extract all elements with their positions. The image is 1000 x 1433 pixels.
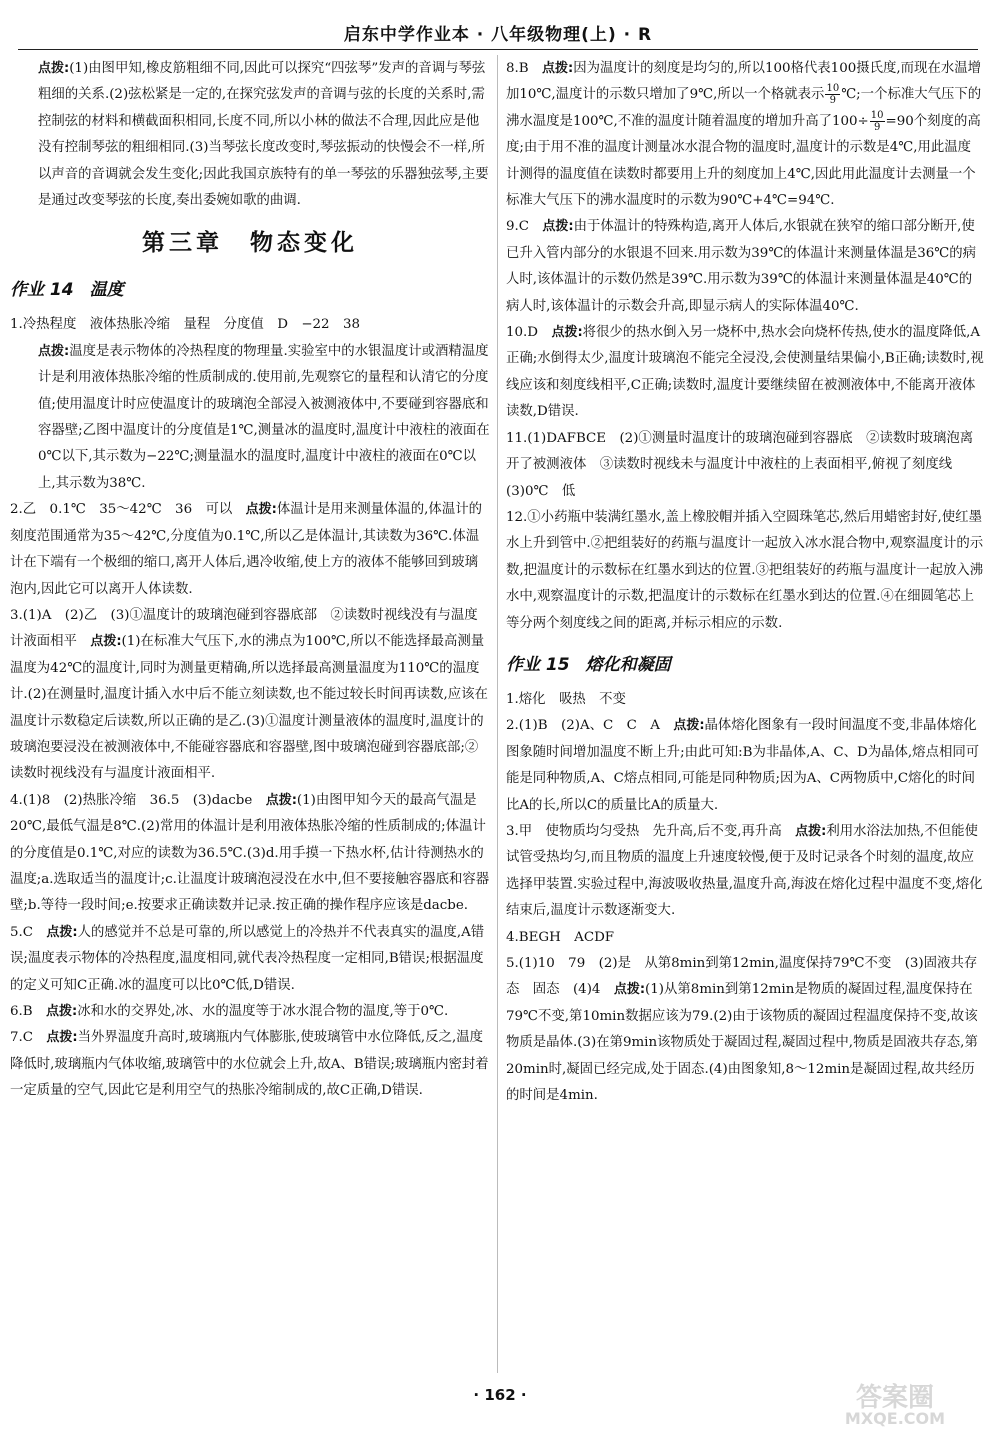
tip-label: 点拨: — [613, 982, 646, 998]
answer-item — [506, 951, 984, 1109]
answer-item — [506, 819, 984, 925]
answer-line: 3.甲 使物质均匀受热 先升高,后不变,再升高 — [506, 823, 796, 839]
answer-item — [506, 505, 984, 637]
tip-text: 冰和水的交界处,冰、水的温度等于冰水混合物的温度,等于0℃. — [77, 1004, 449, 1019]
tip-text: (1)在标准大气压下,水的沸点为100℃,所以不能选择最高测量温度为42℃的温度计,同时为测量更精确,所以选择最高测量温度为110℃的温度计.(2)在测量时,温度计插入水中后不能立刻读数,也不能过较长时间再读数,应该在温度计示数稳定后读数,所以正确的是乙.(3)①温度计测量液体的温度时,温度计的玻璃泡要浸没在被测液体中,不能碰容器底和容器壁,图中玻璃泡碰到容器底部;②读数时视线没有与温度计液面相平. — [10, 634, 488, 782]
tip-text: (1)从第8min到第12min是物质的凝固过程,温度保持在79℃不变,第10min数据应该为79.(2)由于该物质的凝固过程温度保持不变,故该物质是晶体.(3)在第9min该物质处于凝固过程,凝固过程中,物质是固液共存态,第20min时,凝固已经完成,处于固态.(4)由图象知,8～12min是凝固过程,故共经历的时间是4min. — [506, 982, 978, 1104]
tip-text: 将很少的热水倒入另一烧杯中,热水会向烧杯传热,使水的温度降低,A正确;水倒得太少,温度计玻璃泡不能完全浸没,会使测量结果偏小,B正确;读数时,视线应该和刻度线相平,C正确;读数时,温度计要继续留在被测液体中,不能离开液体读数,D错误. — [506, 325, 984, 420]
left-column — [10, 56, 490, 1105]
answer-item — [506, 687, 984, 713]
header-title: 启东中学作业本 · 八年级物理(上) · R — [343, 25, 653, 45]
tip-label: 点拨: — [245, 502, 277, 518]
tip-label: 点拨: — [542, 61, 574, 76]
tip-label: 点拨: — [90, 634, 122, 650]
answer-line: 6.B — [10, 1004, 47, 1019]
page-number: · 162 · — [473, 1386, 527, 1404]
tip-text: (1)由图甲知,橡皮筋粗细不同,因此可以探究“四弦琴”发声的音调与琴弦粗细的关系.(2)弦松紧是一定的,在探究弦发声的音调与弦的长度的关系时,需控制弦的材料和横截面积相同,长度不同,所以小林的做法不合理,因此应是他没有控制琴弦的粗细相同.(3)当琴弦长度改变时,琴弦振动的快慢会不一样,所以声音的音调就会发生变化;因此我国京族特有的单一琴弦的乐器独弦琴,主要是通过改变琴弦的长度,奏出委婉如歌的曲调. — [38, 61, 489, 209]
tip-label: 点拨: — [551, 325, 583, 341]
tip-label: 点拨: — [673, 718, 705, 734]
tip-label: 点拨: — [795, 823, 827, 839]
tip-text: 温度是表示物体的冷热程度的物理量.实验室中的水银温度计或酒精温度计是利用液体热胀冷缩的性质制成的.使用前,先观察它的量程和认清它的分度值;使用温度计时应使温度计的玻璃泡全部浸入被测液体中,不要碰到容器底和容器壁;乙图中温度计的分度值是1℃,测量冰的温度时,温度计中液柱的液面在0℃以下,其示数为−22℃;测量温水的温度时,温度计中液柱的液面在0℃以上,其示数为38℃. — [38, 343, 490, 491]
answer-line: 3.(1)A (2)乙 (3)①温度计的玻璃泡碰到容器底部 ②读数时视线没有与温度计液面相平 — [10, 607, 478, 650]
chapter-title: 第三章 物态变化 — [142, 230, 358, 257]
homework-title: 温度 — [89, 280, 124, 301]
answer-line: 1.冷热程度 液体热胀冷缩 量程 分度值 D −22 38 — [10, 317, 361, 333]
answer-line: 2.(1)B (2)A、C C A — [506, 718, 674, 734]
answer-line: 12.①小药瓶中装满红墨水,盖上橡胶帽并插入空圆珠笔芯,然后用蜡密封好,使红墨水上升到管中.②把组装好的药瓶与温度计一起放入冰水混合物中,观察温度计的示数,把温度计的示数标在红墨水到达的位置.③把组装好的药瓶与温度计一起放入沸水中,观察温度计的示数,把温度计的示数标在红墨水到达的位置.④在细圆笔芯上等分两个刻度线之间的距离,并标示相应的示数. — [506, 509, 984, 631]
answer-item — [10, 999, 490, 1025]
answer-line: 4.(1)8 (2)热胀冷缩 36.5 (3)dacbe — [10, 792, 266, 808]
tip-label: 点拨: — [38, 343, 70, 359]
right-column — [506, 56, 984, 1109]
tip-text: 晶体熔化图象有一段时间温度不变,非晶体熔化图象随时间增加温度不断上升;由此可知:B为非晶体,A、C、D为晶体,熔点相同可能是同种物质,A、C熔点相同,可能是同种物质;因为A、C两物质中,C熔化的时间比A的长,所以C的质量比A的质量大. — [506, 718, 980, 813]
tip-text: 因为温度计的刻度是均匀的,所以100格代表100摄氏度,而现在水温增加10℃,温度计的示数只增加了9℃,所以一个格就表示 — [506, 61, 982, 103]
answer-line: 11.(1)DAFBCE (2)①测量时温度计的玻璃泡碰到容器底 ②读数时玻璃泡离开了被测液体 ③读数时视线未与温度计中液柱的上表面相平,俯视了刻度线 (3)0℃ 低 — [506, 430, 974, 499]
watermark-url: MXQE.COM — [844, 1409, 946, 1428]
homework-14-heading — [10, 276, 490, 304]
homework-label: 作业 15 — [506, 654, 570, 675]
answer-line: 2.乙 0.1℃ 35～42℃ 36 可以 — [10, 502, 246, 518]
answer-item — [10, 920, 490, 999]
answer-line: 7.C — [10, 1030, 47, 1046]
tip-text: 利用水浴法加热,不但能使试管受热均匀,而且物质的温度上升速度较慢,便于及时记录各个时刻的温度,故应选择甲装置.实验过程中,海波吸收热量,温度升高,海波在熔化过程中温度不变,熔化结束后,温度计示数逐渐变大. — [506, 823, 983, 919]
tip-text: ℃;一个标准大气压下的沸水温度是100℃,不准的温度计随着温度的增加升高了100÷ — [506, 87, 982, 129]
tip-block — [10, 339, 490, 497]
column-divider — [497, 55, 498, 1373]
fraction-denominator: 9 — [873, 121, 881, 133]
answer-item — [10, 312, 490, 497]
answer-item — [10, 788, 490, 920]
homework-title: 熔化和凝固 — [585, 654, 671, 675]
answer-item — [506, 56, 984, 214]
fraction-numerator: 10 — [826, 83, 840, 95]
page-header — [18, 20, 978, 50]
answer-line: 5.C — [10, 924, 47, 940]
continued-answer — [10, 56, 490, 214]
answer-line: 4.BEGH ACDF — [506, 929, 615, 945]
answer-item — [506, 214, 984, 320]
tip-label: 点拨: — [46, 924, 78, 940]
answer-item — [10, 603, 490, 788]
watermark-logo — [800, 1378, 990, 1428]
watermark-text: 答案圈 — [855, 1383, 935, 1413]
answer-item — [10, 1025, 490, 1104]
answer-line: 10.D — [506, 325, 552, 341]
answer-line: 5.(1)10 79 (2)是 从第8min到第12min,温度保持79℃不变 (3)固液共存态 固态 (4)4 — [506, 956, 978, 998]
tip-text: (1)由图甲知今天的最高气温是20℃,最低气温是8℃.(2)常用的体温计是利用液体热胀冷缩的性质制成的;体温计的分度值是0.1℃,对应的读数为36.5℃.(3)d.用手摸一下热水杯,估计待测热水的温度;a.选取适当的温度计;c.让温度计玻璃泡浸没在水中,但不要接触容器底和容器壁;b.等待一段时间;e.按要求正确读数并记录.按正确的操作程序应该是dacbe. — [10, 792, 490, 914]
homework-15-heading — [506, 651, 984, 679]
tip-label: 点拨: — [46, 1030, 78, 1046]
answer-line: 8.B — [506, 61, 543, 76]
tip-label: 点拨: — [46, 1004, 78, 1019]
answer-item — [10, 497, 490, 603]
tip-label: 点拨: — [265, 792, 297, 808]
answer-item — [506, 925, 984, 951]
fraction — [870, 110, 885, 133]
fraction-denominator: 9 — [829, 95, 836, 107]
answer-line: 1.熔化 吸热 不变 — [506, 691, 626, 707]
homework-label: 作业 14 — [10, 280, 74, 301]
answer-item — [506, 320, 984, 426]
tip-label: 点拨: — [542, 219, 574, 235]
answer-item — [506, 426, 984, 505]
tip-label: 点拨: — [38, 61, 70, 76]
tip-text: 体温计是用来测量体温的,体温计的刻度范围通常为35～42℃,分度值为0.1℃,所以乙是体温计,其读数为36℃.体温计在下端有一个极细的缩口,离开人体后,遇冷收缩,使上方的液体不能够回到玻璃泡内,因此它可以离开人体读数. — [10, 502, 482, 597]
fraction-numerator: 10 — [870, 109, 884, 121]
tip-text: 人的感觉并不总是可靠的,所以感觉上的冷热并不代表真实的温度,A错误;温度表示物体的冷热程度,温度相同,就代表冷热程度一定相同,B错误;根据温度的定义可知C正确.冰的温度可以比0℃低,D错误. — [10, 924, 485, 993]
fraction — [825, 83, 840, 106]
answer-item — [506, 713, 984, 819]
tip-text: 当外界温度升高时,玻璃瓶内气体膨胀,使玻璃管中水位降低,反之,温度降低时,玻璃瓶内气体收缩,玻璃管中的水位就会上升,故A、B错误;玻璃瓶内密封着一定质量的空气,因此它是利用空气的热胀冷缩制成的,故C正确,D错误. — [10, 1030, 489, 1099]
tip-text: =90个刻度的高度;由于用不准的温度计测量冰水混合物的温度时,温度计的示数是4℃,用此温度计测得的温度值在读数时都要用上升的刻度加上4℃,因此用此温度计去测量一个标准大气压下的沸水温度时的示数为90℃+4℃=94℃. — [506, 113, 981, 209]
tip-text: 由于体温计的特殊构造,离开人体后,水银就在狭窄的缩口部分断开,使已升入管内部分的水银退不回来.用示数为39℃的体温计来测量体温是36℃的病人时,该体温计的示数仍然是39℃.用示数为39℃的体温计来测量体温是40℃的病人时,该体温计的示数会升高,即显示病人的实际体温40℃. — [506, 219, 977, 314]
answer-line: 9.C — [506, 219, 543, 235]
